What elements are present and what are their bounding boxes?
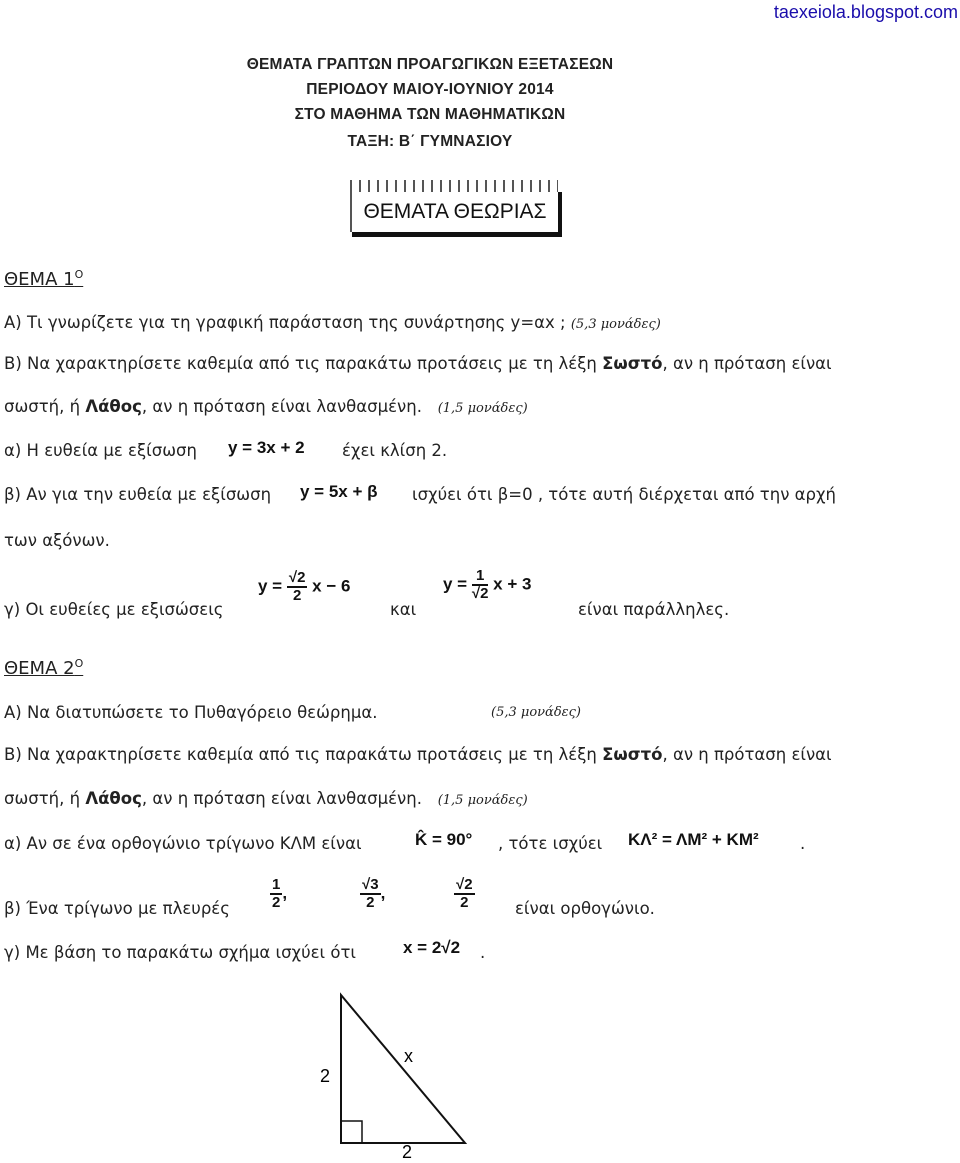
thema-1-item-b-end: ισχύει ότι β=0 , τότε αυτή διέρχεται από την αρχή [412, 485, 836, 504]
side-fraction-2: $\frac{√3}{2}$ , [362, 876, 386, 911]
thema-2-item-a: α) Αν σε ένα ορθογώνιο τρίγωνο ΚΛΜ είναι [4, 834, 362, 853]
word-and: και [390, 600, 417, 619]
equation-c-1: y = $\frac{√2}{2}$ x − 6 [258, 569, 351, 604]
side-fraction-1: $\frac{1}{2}$ , [272, 876, 288, 911]
thema-2-item-c-end: . [480, 943, 486, 962]
thema-2-question-b-cont: σωστή, ή Λάθος, αν η πρόταση είναι λανθασμένη. (1,5 μονάδες) [4, 789, 528, 808]
points-label: (1,5 μονάδες) [437, 401, 528, 416]
thema-2-item-c: γ) Με βάση το παρακάτω σχήμα ισχύει ότι [4, 943, 356, 962]
thema-1-item-c-end: είναι παράλληλες. [578, 600, 730, 619]
thema-1-question-b: Β) Να χαρακτηρίσετε καθεμία από τις παρακάτω προτάσεις με τη λέξη Σωστό, αν η πρόταση είναι [4, 354, 832, 373]
thema-1-item-b: β) Αν για την ευθεία με εξίσωση [4, 485, 272, 504]
equation-b: y = 5x + β [300, 482, 378, 501]
thema-2-question-b: Β) Να χαρακτηρίσετε καθεμία από τις παρακάτω προτάσεις με τη λέξη Σωστό, αν η πρόταση είναι [4, 745, 832, 764]
thema-1-question-b-cont: σωστή, ή Λάθος, αν η πρόταση είναι λανθασμένη. (1,5 μονάδες) [4, 397, 528, 416]
site-link[interactable]: taexeiola.blogspot.com [773, 2, 958, 22]
header-line-3: ΣΤΟ ΜΑΘΗΜΑ ΤΩΝ ΜΑΘΗΜΑΤΙΚΩΝ [294, 106, 566, 123]
thema-1-item-a-end: έχει κλίση 2. [342, 441, 448, 460]
side-fraction-3: $\frac{√2}{2}$ [456, 876, 473, 911]
right-angle-mark [341, 1121, 362, 1143]
label-hypotenuse: x [404, 1046, 413, 1066]
label-bottom-side: 2 [402, 1142, 413, 1162]
label-left-side: 2 [320, 1066, 331, 1086]
theory-banner [346, 180, 566, 238]
points-label: (5,3 μονάδες) [570, 317, 661, 332]
equation-c-2: y = $\frac{1}{√2}$ x + 3 [443, 567, 532, 602]
thema-1-item-a: α) Η ευθεία με εξίσωση [4, 441, 197, 460]
equation-a: y = 3x + 2 [228, 438, 305, 457]
thema-2-title: ΘΕΜΑ $2^O$ [4, 657, 84, 679]
equation-angle: K̂ = 90° [415, 830, 473, 849]
right-triangle-figure [300, 990, 480, 1150]
thema-2-item-a-mid: , τότε ισχύει [498, 834, 603, 853]
header-line-2: ΠΕΡΙΟΔΟΥ ΜΑΙΟΥ-ΙΟΥΝΙΟΥ 2014 [306, 81, 554, 98]
thema-2-question-a: Α) Να διατυπώσετε το Πυθαγόρειο θεώρημα. [4, 703, 378, 722]
thema-1-question-a: Α) Τι γνωρίζετε για τη γραφική παράσταση της συνάρτησης y=αx ; (5,3 μονάδες) [4, 313, 661, 332]
thema-2-item-a-end: . [800, 834, 806, 853]
thema-2-item-b-end: είναι ορθογώνιο. [515, 899, 655, 918]
equation-pythagoras: ΚΛ² = ΛΜ² + ΚΜ² [628, 830, 759, 849]
header-line-4: ΤΑΞΗ: Β΄ ΓΥΜΝΑΣΙΟΥ [347, 133, 513, 150]
points-label: (1,5 μονάδες) [437, 793, 528, 808]
thema-1-item-c: γ) Οι ευθείες με εξισώσεις [4, 600, 224, 619]
equation-x: x = 2√2 [403, 938, 461, 957]
header-line-1: ΘΕΜΑΤΑ ΓΡΑΠΤΩΝ ΠΡΟΑΓΩΓΙΚΩΝ ΕΞΕΤΑΣΕΩΝ [246, 56, 614, 73]
thema-1-title: ΘΕΜΑ $1^O$ [4, 268, 84, 290]
points-label: (5,3 μονάδες) [491, 705, 581, 720]
thema-2-item-b: β) Ένα τρίγωνο με πλευρές [4, 899, 230, 918]
thema-1-item-b-cont: των αξόνων. [4, 531, 110, 550]
banner-title: ΘΕΜΑΤΑ ΘΕΩΡΙΑΣ [352, 192, 562, 237]
